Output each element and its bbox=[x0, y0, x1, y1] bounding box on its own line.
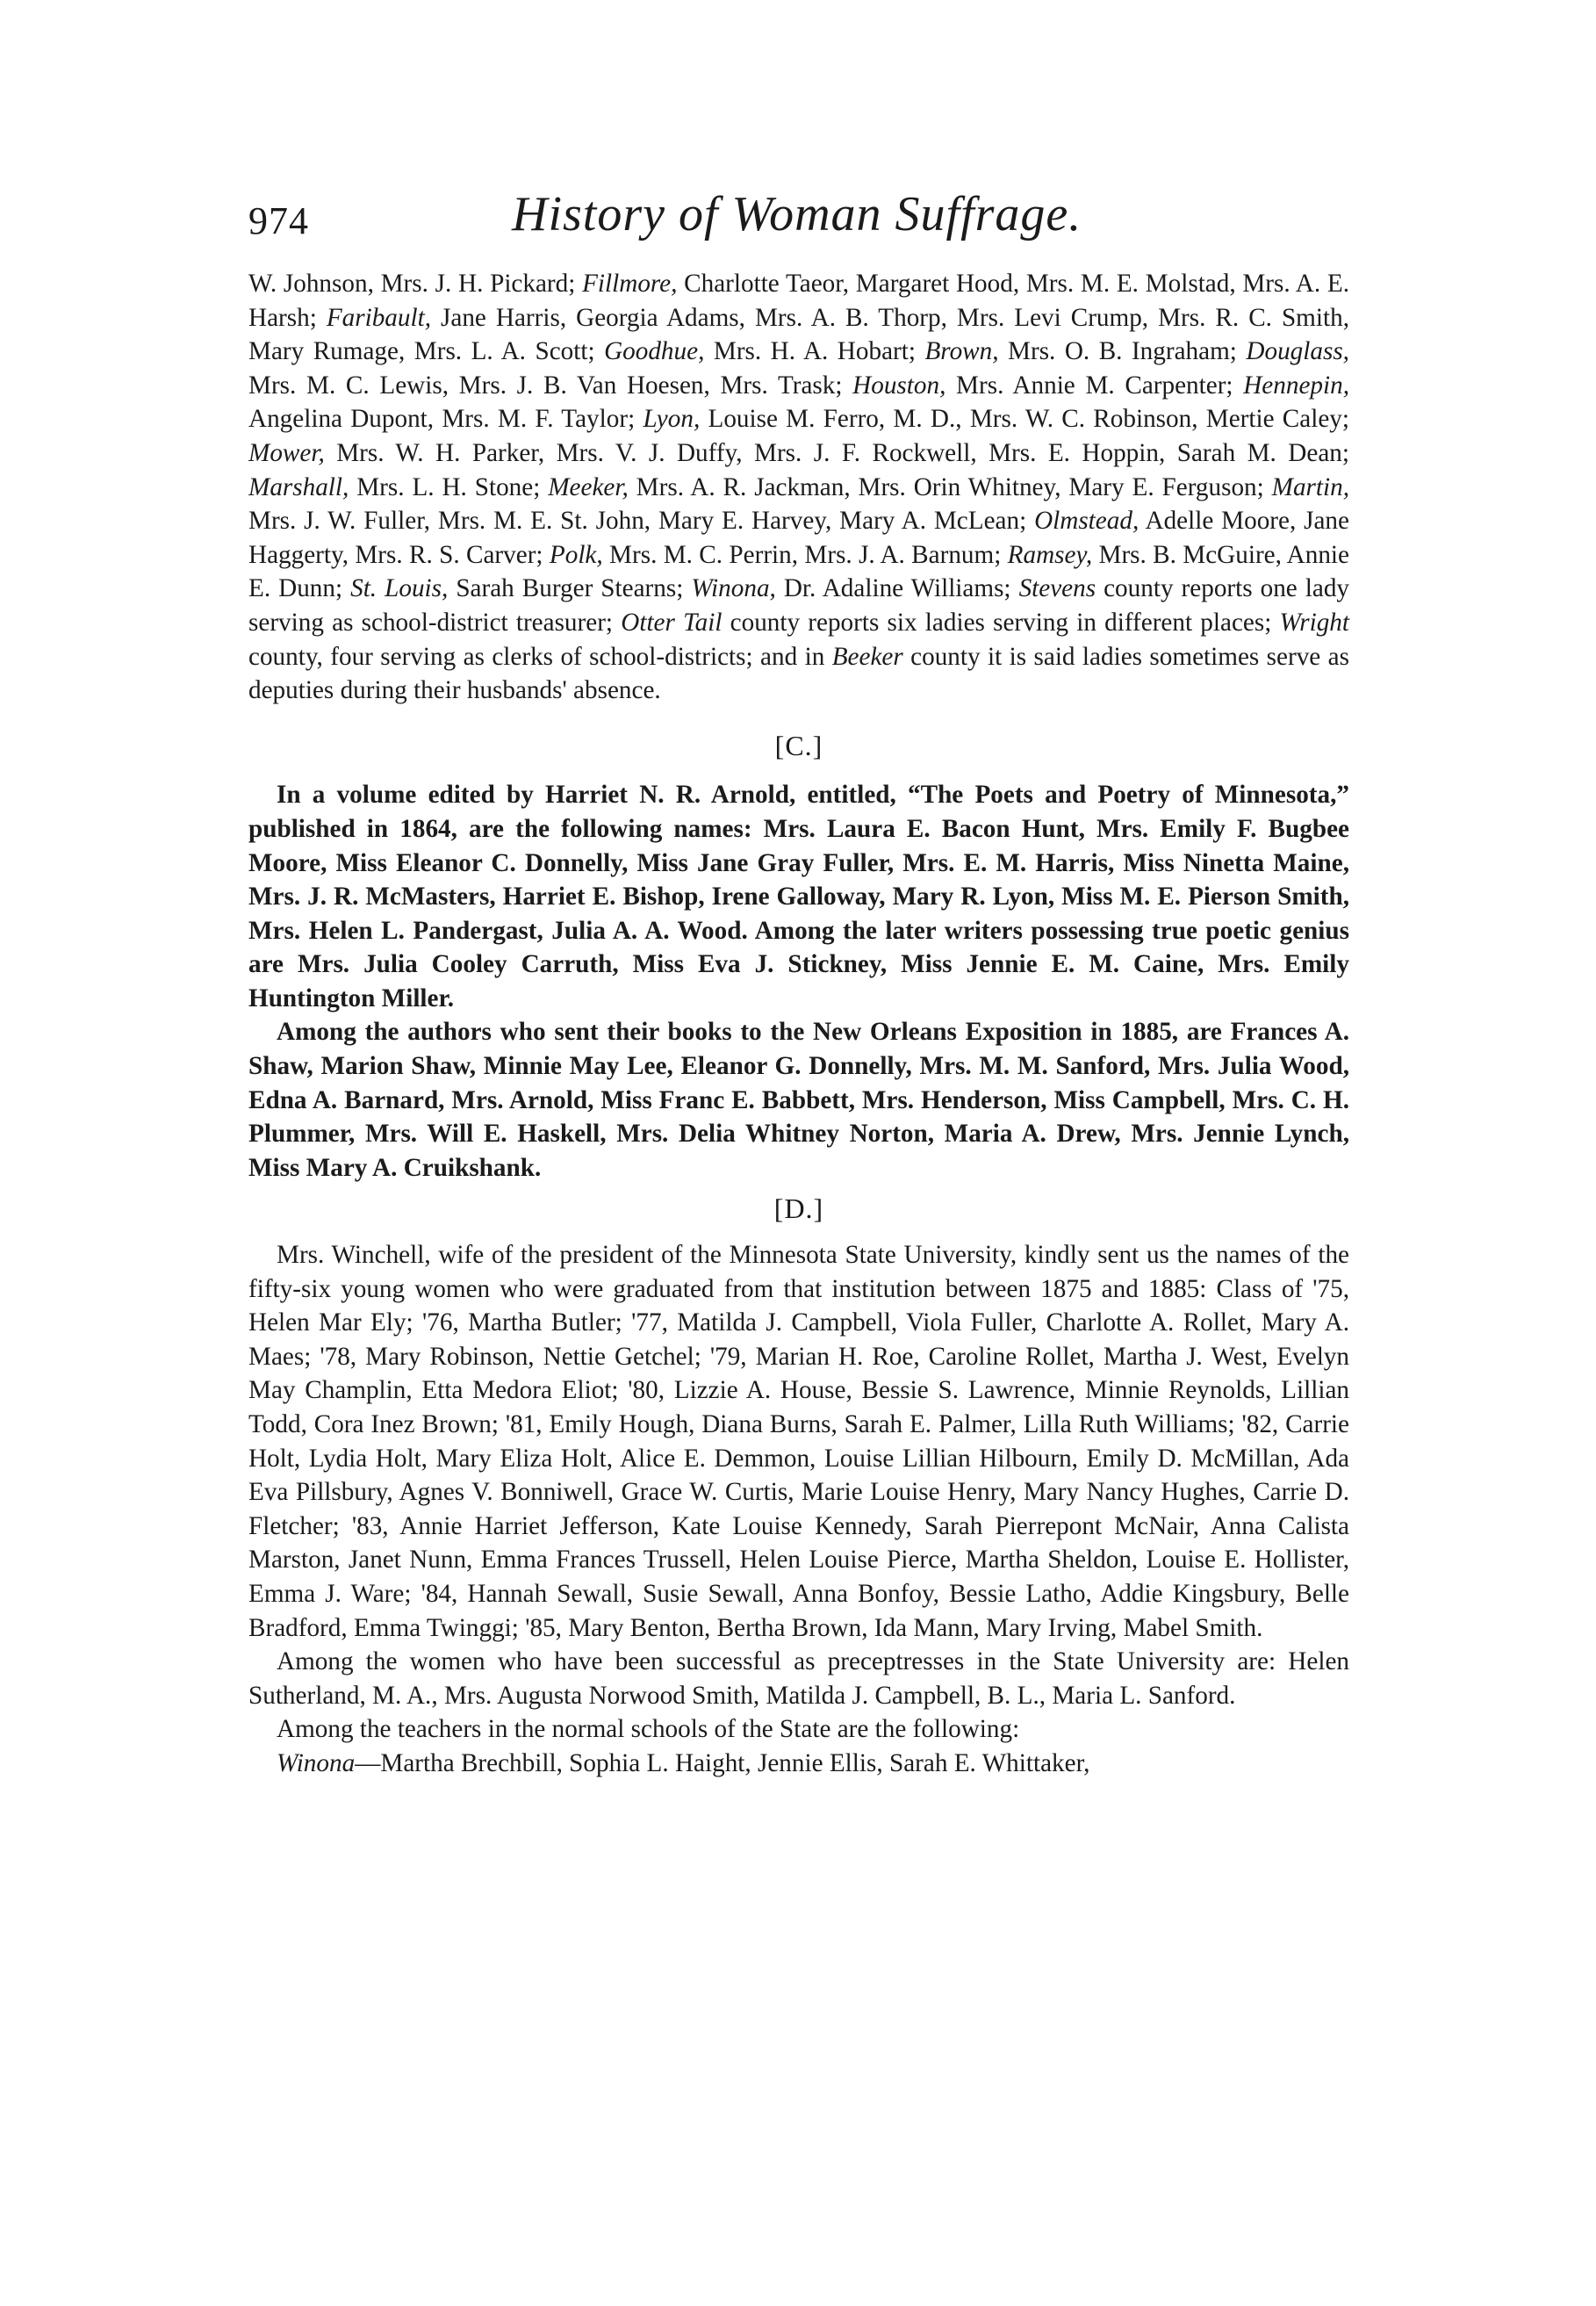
place-name: Douglass, bbox=[1246, 337, 1349, 366]
running-head bbox=[248, 186, 1355, 256]
place-name: Olmstead, bbox=[1034, 507, 1139, 536]
place-name: Hennepin, bbox=[1243, 371, 1349, 400]
place-name: St. Louis, bbox=[350, 574, 449, 603]
section-d-paragraph-1: Mrs. Winchell, wife of the president of the Minnesota State University, kindly sent us the names of the fifty-six young women who were graduated from that institution between 1875 and 1885: Class of '75, Helen Mar Ely; '76, Martha Butler; '77, Matilda J. Campbell, Viola Fuller, Charlotte A. Rollet, Mary A. Maes; '78, Mary Robinson, Nettie Getchel; '79, Marian H. Roe, Caroline Rollet, Martha J. West, Evelyn May Champlin, Etta Medora Eliot; '80, Lizzie A. House, Bessie S. Lawrence, Minnie Reynolds, Lillian Todd, Cora Inez Brown; '81, Emily Hough, Diana Burns, Sarah E. Palmer, Lilla Ruth Williams; '82, Carrie Holt, Lydia Holt, Mary Eliza Holt, Alice E. Demmon, Louise Lillian Hilbourn, Emily D. McMillan, Ada Eva Pillsbury, Agnes V. Bonniwell, Grace W. Curtis, Marie Louise Henry, Mary Nancy Hughes, Carrie D. Fletcher; '83, Annie Harriet Jefferson, Kate Louise Kennedy, Sarah Pierrepont McNair, Anna Calista Marston, Janet Nunn, Emma Frances Trussell, Helen Louise Pierce, Martha Sheldon, Louise E. Hollister, Emma J. Ware; '84, Hannah Sewall, Susie Sewall, Anna Bonfoy, Bessie Latho, Addie Kingsbury, Belle Bradford, Emma Twinggi; '85, Mary Benton, Bertha Brown, Ida Mann, Mary Irving, Mabel Smith. bbox=[248, 1241, 1349, 1642]
body-text bbox=[248, 267, 1349, 1781]
place-name: Lyon, bbox=[643, 405, 701, 434]
place-name: Polk, bbox=[549, 540, 603, 569]
place-name: Otter Tail bbox=[621, 608, 723, 637]
section-heading-c: [C.] bbox=[774, 729, 823, 761]
place-name: Stevens bbox=[1018, 574, 1096, 603]
place-name: Winona bbox=[277, 1748, 356, 1777]
running-title: History of Woman Suffrage. bbox=[512, 187, 1082, 241]
place-name: Fillmore, bbox=[582, 270, 678, 298]
page-number: 974 bbox=[248, 199, 309, 242]
place-name: Goodhue, bbox=[604, 337, 705, 366]
section-c-paragraph-1: In a volume edited by Harriet N. R. Arnold, entitled, “The Poets and Poetry of Minnesota,” published in 1864, are the following names: Mrs. Laura E. Bacon Hunt, Mrs. Emily F. Bugbee Moore, Miss Eleanor C. Donnelly, Miss Jane Gray Fuller, Mrs. E. M. Harris, Miss Ninetta Maine, Mrs. J. R. McMasters, Harriet E. Bishop, Irene Galloway, Mary R. Lyon, Miss M. E. Pierson Smith, Mrs. Helen L. Pandergast, Julia A. A. Wood. Among the later writers possessing true poetic genius are Mrs. Julia Cooley Carruth, Miss Eva J. Stickney, Miss Jennie E. M. Caine, Mrs. Emily Huntington Miller. bbox=[248, 781, 1349, 1012]
section-d-paragraph-4: Winona—Martha Brechbill, Sophia L. Haight, Jennie Ellis, Sarah E. Whittaker, bbox=[277, 1748, 1090, 1777]
section-c-paragraph-2: Among the authors who sent their books to the New Orleans Exposition in 1885, are Frances A. Shaw, Marion Shaw, Minnie May Lee, Eleanor G. Donnelly, Mrs. M. M. Sanford, Mrs. Julia Wood, Edna A. Barnard, Mrs. Arnold, Miss Franc E. Babbett, Mrs. Henderson, Miss Campbell, Mrs. C. H. Plummer, Mrs. Will E. Haskell, Mrs. Delia Whitney Norton, Maria A. Drew, Mrs. Jennie Lynch, Miss Mary A. Cruikshank. bbox=[248, 1018, 1349, 1182]
place-name: Brown, bbox=[924, 337, 999, 366]
continuation-paragraph: W. Johnson, Mrs. J. H. Pickard; Fillmore, Charlotte Taeor, Margaret Hood, Mrs. M. E. Molstad, Mrs. A. E. Harsh; Faribault, Jane Harris, Georgia Adams, Mrs. A. B. Thorp, Mrs. Levi Crump, Mrs. R. C. Smith, Mary Rumage, Mrs. L. A. Scott; Goodhue, Mrs. H. A. Hobart; Brown, Mrs. O. B. Ingraham; Douglass, Mrs. M. C. Lewis, Mrs. J. B. Van Hoesen, Mrs. Trask; Houston, Mrs. Annie M. Carpenter; Hennepin, Angelina Dupont, Mrs. M. F. Taylor; Lyon, Louise M. Ferro, M. D., Mrs. W. C. Robinson, Mertie Caley; Mower, Mrs. W. H. Parker, Mrs. V. J. Duffy, Mrs. J. F. Rockwell, Mrs. E. Hoppin, Sarah M. Dean; Marshall, Mrs. L. H. Stone; Meeker, Mrs. A. R. Jackman, Mrs. Orin Whitney, Mary E. Ferguson; Martin, Mrs. J. W. Fuller, Mrs. M. E. St. John, Mary E. Harvey, Mary A. McLean; Olmstead, Adelle Moore, Jane Haggerty, Mrs. R. S. Carver; Polk, Mrs. M. C. Perrin, Mrs. J. A. Barnum; Ramsey, Mrs. B. McGuire, Annie E. Dunn; St. Louis, Sarah Burger Stearns; Winona, Dr. Adaline Williams; Stevens county reports one lady serving as school-district treasurer; Otter Tail county reports six ladies serving in different places; Wright county, four serving as clerks of school-districts; and in Beeker county it is said ladies sometimes serve as deputies during their husbands' absence. bbox=[248, 270, 1350, 705]
place-name: Beeker bbox=[831, 642, 903, 671]
place-name: Meeker, bbox=[548, 472, 629, 501]
place-name: Ramsey, bbox=[1007, 540, 1093, 569]
place-name: Marshall, bbox=[248, 472, 349, 501]
section-d-paragraph-3: Among the teachers in the normal schools of the State are the following: bbox=[277, 1715, 1020, 1744]
section-d-paragraph-2: Among the women who have been successful as preceptresses in the State University are: Helen Sutherland, M. A., Mrs. Augusta Norwood Smith, Matilda J. Campbell, B. L., Maria L. Sanford. bbox=[248, 1647, 1349, 1710]
place-name: Houston, bbox=[852, 371, 946, 400]
section-heading-d: [D.] bbox=[773, 1193, 824, 1225]
place-name: Wright bbox=[1279, 608, 1349, 637]
place-name: Martin, bbox=[1271, 472, 1350, 501]
place-name: Mower, bbox=[248, 438, 325, 467]
place-name: Winona, bbox=[691, 574, 776, 603]
place-name: Faribault, bbox=[326, 303, 432, 332]
